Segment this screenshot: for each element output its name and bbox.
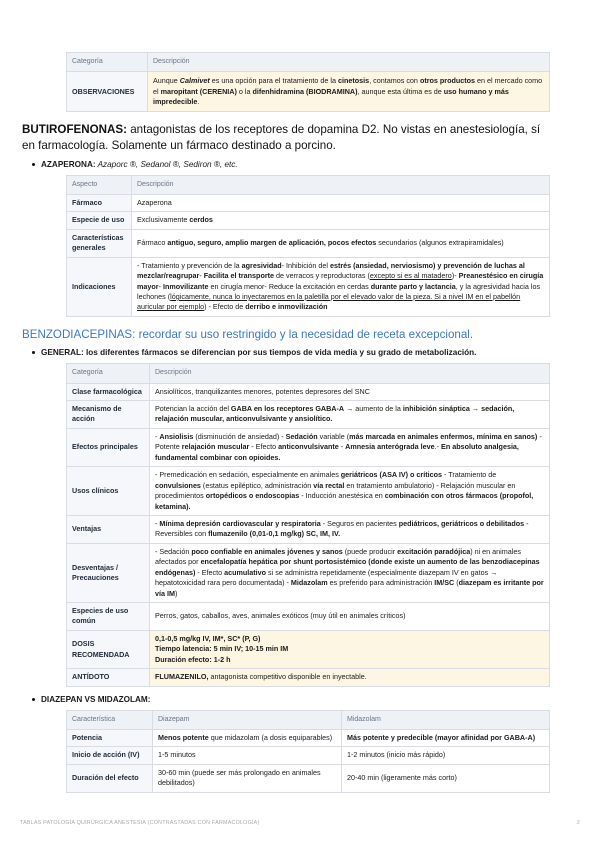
row-value xyxy=(150,401,550,429)
table-header-row xyxy=(67,364,550,383)
bold-span: vía rectal xyxy=(313,480,345,490)
bold-span: ortopédicos o endoscopias xyxy=(205,491,300,501)
row-key: ANTÍDOTO xyxy=(67,669,150,686)
dosis-value xyxy=(150,630,550,668)
benzodiacepinas-heading: BENZODIACEPINAS: recordar su uso restringido y la necesidad de receta excepcional. xyxy=(22,327,474,341)
column-header: Midazolam xyxy=(342,710,550,729)
bold-span: En absoluto analgesia, fundamental combinar con opioides. xyxy=(155,442,519,462)
bold-span: Menos potente xyxy=(158,732,209,742)
table-row xyxy=(67,72,550,112)
row-key: Fármaco xyxy=(67,194,132,211)
midazolam-value: 20-40 min (ligeramente más corto) xyxy=(342,764,550,792)
footer-title: TABLAS PATOLOGÍA QUIRÚRGICA ANESTESIA (CONTRASTADAS CON FARMACOLOGÍA) xyxy=(20,820,260,826)
text-span: - Reversibles con xyxy=(155,518,529,539)
underlined-span: lógicamente, nunca lo inyectaremos en la paletilla por el elevado valor de la pieza. Si a nivel IM en el pabellón auricular por ejemplo xyxy=(137,291,521,312)
dosis-line: Tiempo latencia: 5 min IV; 10-15 min IM xyxy=(155,644,289,654)
text-span: antagonista competitivo disponible en inyectable. xyxy=(208,672,367,682)
table-row xyxy=(67,194,550,211)
text-span: es preferido para administración xyxy=(327,578,435,588)
dosis-line: Duración efecto: 1-2 h xyxy=(155,654,231,664)
page-number: 2 xyxy=(576,820,580,826)
text-span: , y la agresividad hacia los lechones ( xyxy=(137,281,541,301)
text-span: o la xyxy=(236,86,253,96)
text-span: (estatus epiléptico, administración xyxy=(200,480,314,490)
text-span: ) xyxy=(174,588,178,598)
comparison-table xyxy=(66,710,550,793)
general-bullet xyxy=(32,348,550,357)
row-key: DOSIS RECOMENDADA xyxy=(67,630,150,668)
row-key: Usos clínicos xyxy=(67,467,150,516)
heading-rest: antagonistas de los receptores de dopamina D2. No vistas en anestesiología, sí en farmacología. Solamente un fármaco destinado a porcino. xyxy=(22,123,541,153)
text-span: )- xyxy=(451,271,459,281)
table-row xyxy=(67,747,550,764)
row-value: Azaperona xyxy=(132,194,550,211)
diazepam-value: 1-5 minutos xyxy=(153,747,342,764)
column-header: Descripción xyxy=(132,175,550,194)
dosis-line: 0,1-0,5 mg/kg IV, IM*, SC* (P, G) xyxy=(155,633,261,643)
bold-span: Preanestésico en cirugía mayor xyxy=(137,271,544,291)
text-span: - Premedicación en sedación, especialmente en animales xyxy=(155,470,341,480)
table-row xyxy=(67,764,550,792)
column-header: Categoría xyxy=(67,364,150,383)
bold-span: cerdos xyxy=(189,215,213,225)
text-span: en el mercado como el xyxy=(153,76,543,96)
bold-span: inhibición sináptica xyxy=(402,404,470,414)
table-row xyxy=(67,669,550,686)
text-span: - xyxy=(338,442,346,452)
column-header: Aspecto xyxy=(67,175,132,194)
bold-span: excitación paradójica xyxy=(397,546,471,556)
text-span: - xyxy=(155,518,160,528)
azaperona-table xyxy=(66,175,550,317)
page-content xyxy=(22,52,550,793)
heading-bold: BUTIROFENONAS: xyxy=(22,123,127,137)
table-row xyxy=(67,467,550,516)
bold-span: Mínima depresión cardiovascular y respiratoria xyxy=(159,518,321,528)
table-row xyxy=(67,401,550,429)
azaperona-bullet xyxy=(32,160,550,169)
text-span: Potencian la acción del xyxy=(155,404,231,414)
row-key: Potencia xyxy=(67,729,153,746)
bold-span: Inmovilizante xyxy=(162,281,209,291)
table-row xyxy=(67,212,550,229)
page-footer xyxy=(20,820,580,826)
bold-span: Más potente y predecible (mayor afinidad por GABA-A) xyxy=(347,732,536,742)
bullet-bold: AZAPERONA: xyxy=(41,159,96,169)
bold-span: flumazenilo (0,01-0,1 mg/kg) SC, IM, IV. xyxy=(208,529,341,539)
row-value: Ansiolíticos, tranquilizantes menores, potentes depresores del SNC xyxy=(150,383,550,400)
bold-span: anticonvulsivante xyxy=(278,442,339,452)
bold-span: encefalopatía hepática por shunt portosistémico (donde existe un aumento de las benzodiacepinas endógenas) xyxy=(155,557,540,577)
bullet-dot xyxy=(32,351,35,354)
bold-span: uso humano y más impredecible xyxy=(153,86,509,107)
text-span: que midazolam (a dosis equiparables) xyxy=(208,732,333,742)
bold-span: Sedación xyxy=(285,431,318,441)
row-value xyxy=(132,257,550,316)
text-span: - Potente xyxy=(155,431,542,452)
text-span: - xyxy=(199,271,204,281)
text-span: es una opción para el tratamiento de la xyxy=(209,76,339,86)
bold-span: Midazolam xyxy=(290,578,328,588)
text-span: → xyxy=(469,404,482,414)
table-row xyxy=(67,543,550,602)
table-row xyxy=(67,428,550,466)
row-value xyxy=(150,428,550,466)
text-span: (puede producir xyxy=(342,546,398,556)
antidoto-value xyxy=(150,669,550,686)
row-value xyxy=(150,467,550,516)
table-row xyxy=(67,229,550,257)
diazepam-value xyxy=(153,729,342,746)
text-span: - xyxy=(155,431,160,441)
bold-span: GABA en los receptores GABA-A xyxy=(230,404,345,414)
row-key: Duración del efecto xyxy=(67,764,153,792)
table-header-row xyxy=(67,175,550,194)
table-row xyxy=(67,383,550,400)
text-span: - Inducción anestésica en xyxy=(299,491,385,501)
row-value xyxy=(150,543,550,602)
table-row xyxy=(67,515,550,543)
text-span: , contamos con xyxy=(369,76,420,86)
row-key: Mecanismo de acción xyxy=(67,401,150,429)
bold-span: Amnesia anterógrada leve xyxy=(345,442,435,452)
bold-span: más marcada en animales enfermos, mínima en sanos) xyxy=(349,431,538,441)
bold-span: convulsiones xyxy=(155,480,201,490)
bold-span: geriátricos (ASA IV) o críticos xyxy=(340,470,442,480)
row-value xyxy=(132,229,550,257)
text-span: (disminución de ansiedad) - xyxy=(193,431,286,441)
row-key: Especies de uso común xyxy=(67,603,150,631)
underlined-span: excepto si es al matadero xyxy=(369,271,452,281)
column-header: Descripción xyxy=(150,364,550,383)
text-span: - Efecto xyxy=(195,567,225,577)
bullet-dot xyxy=(32,163,35,166)
row-key-observaciones: OBSERVACIONES xyxy=(67,72,148,112)
table-row xyxy=(67,630,550,668)
text-span: - Tratamiento y prevención de la xyxy=(137,260,242,270)
column-header: Categoría xyxy=(67,53,148,72)
text-span: si se administra repetidamente (especialmente diazepam IV en gatos → hepatotoxicidad rara pero documentada) - xyxy=(155,567,498,588)
product-name: Calmivet xyxy=(179,76,210,86)
column-header: Característica xyxy=(67,710,153,729)
table-header-row xyxy=(67,710,550,729)
column-header: Diazepam xyxy=(153,710,342,729)
bullet-rest: Azaporc ®, Sedanol ®, Sediron ®, etc. xyxy=(95,159,238,169)
row-key: Inicio de acción (IV) xyxy=(67,747,153,764)
midazolam-value: 1-2 minutos (inicio más rápido) xyxy=(342,747,550,764)
bold-span: difenhidramina (BIODRAMINA) xyxy=(252,86,358,96)
bold-span: poco confiable en animales jóvenes y sanos xyxy=(191,546,343,556)
bold-span: IM/SC xyxy=(434,578,455,588)
table-row xyxy=(67,257,550,316)
text-span: - Sedación xyxy=(155,546,192,556)
text-span: variable ( xyxy=(317,431,350,441)
text-span: - Inhibición del xyxy=(281,260,330,270)
bold-span: derribo e inmovilización xyxy=(245,302,328,312)
bold-span: diazepam es irritante por vía IM xyxy=(155,578,544,598)
bold-span: antiguo, seguro, amplio margen de aplicación, pocos efectos xyxy=(167,237,377,247)
bold-span: durante parto y lactancia xyxy=(370,281,456,291)
row-key: Ventajas xyxy=(67,515,150,543)
bullet-dot xyxy=(32,698,35,701)
text-span: - Seguros en pacientes xyxy=(320,518,399,528)
bold-span: agresividad xyxy=(241,260,282,270)
text-span: → aumento de la xyxy=(344,404,403,414)
text-span: ( xyxy=(454,578,459,588)
bold-span: Ansiolisis xyxy=(159,431,194,441)
bold-span: combinación con otros fármacos (propofol, ketamina). xyxy=(155,491,534,511)
row-value xyxy=(132,212,550,229)
bold-span: cinetosis xyxy=(338,76,370,86)
text-span: - xyxy=(158,281,163,291)
text-span: en tratamiento ambulatorio) - Relajación muscular en procedimientos xyxy=(155,480,516,501)
row-value xyxy=(150,515,550,543)
text-span: Fármaco xyxy=(137,237,168,247)
bold-span: maropitant (CERENIA) xyxy=(160,86,237,96)
text-span: . xyxy=(197,97,200,107)
row-key: Características generales xyxy=(67,229,132,257)
butirofenonas-heading xyxy=(22,122,550,153)
table-header-row xyxy=(67,53,550,72)
text-span: .- xyxy=(434,442,442,452)
text-span: Aunque xyxy=(153,76,180,86)
row-key: Indicaciones xyxy=(67,257,132,316)
diazepam-value: 30-60 min (puede ser más prolongado en animales debilitados) xyxy=(153,764,342,792)
text-span: Exclusivamente xyxy=(137,215,190,225)
table-row xyxy=(67,603,550,631)
text-span: en cirugía menor- Reduce la excitación en cerdas xyxy=(208,281,371,291)
row-key: Clase farmacológica xyxy=(67,383,150,400)
column-header: Descripción xyxy=(148,53,550,72)
row-key: Desventajas / Precauciones xyxy=(67,543,150,602)
row-value: Perros, gatos, caballos, aves, animales exóticos (muy útil en animales críticos) xyxy=(150,603,550,631)
bold-span: estrés (ansiedad, nerviosismo) y prevención de luchas al mezclar/reagrupar xyxy=(137,260,525,281)
midazolam-value xyxy=(342,729,550,746)
bullet-text: GENERAL: los diferentes fármacos se diferencian por sus tiempos de vida media y su grado de metabolización. xyxy=(41,348,477,358)
bold-span: acumulativo xyxy=(224,567,267,577)
observaciones-table xyxy=(66,52,550,112)
diazepan-vs-midazolam-bullet xyxy=(32,695,550,704)
text-span: - Efecto xyxy=(249,442,279,452)
table-row xyxy=(67,729,550,746)
bold-span: Facilita el transporte xyxy=(203,271,275,281)
text-span: - Tratamiento de xyxy=(441,470,497,480)
text-span: ) - Efecto de xyxy=(204,302,246,312)
bold-span: otros productos xyxy=(419,76,476,86)
bold-span: relajación muscular xyxy=(181,442,250,452)
benzodiacepinas-table xyxy=(66,363,550,686)
text-span: , aunque esta última es de xyxy=(357,86,444,96)
row-key: Especie de uso xyxy=(67,212,132,229)
bold-span: sedación, relajación muscular, anticonvulsivante y ansiolítico. xyxy=(155,404,515,424)
bold-span: pediátricos, geriátricos o debilitados xyxy=(398,518,525,528)
row-key: Efectos principales xyxy=(67,428,150,466)
text-span: de verracos y reproductoras ( xyxy=(274,271,370,281)
bold-span: FLUMAZENILO, xyxy=(155,672,209,682)
text-span: secundarios (algunos extrapiramidales) xyxy=(376,237,504,247)
text-span: ) ni en animales afectados por xyxy=(155,546,521,567)
observaciones-text xyxy=(148,72,550,112)
bullet-text: DIAZEPAN VS MIDAZOLAM: xyxy=(41,694,151,704)
